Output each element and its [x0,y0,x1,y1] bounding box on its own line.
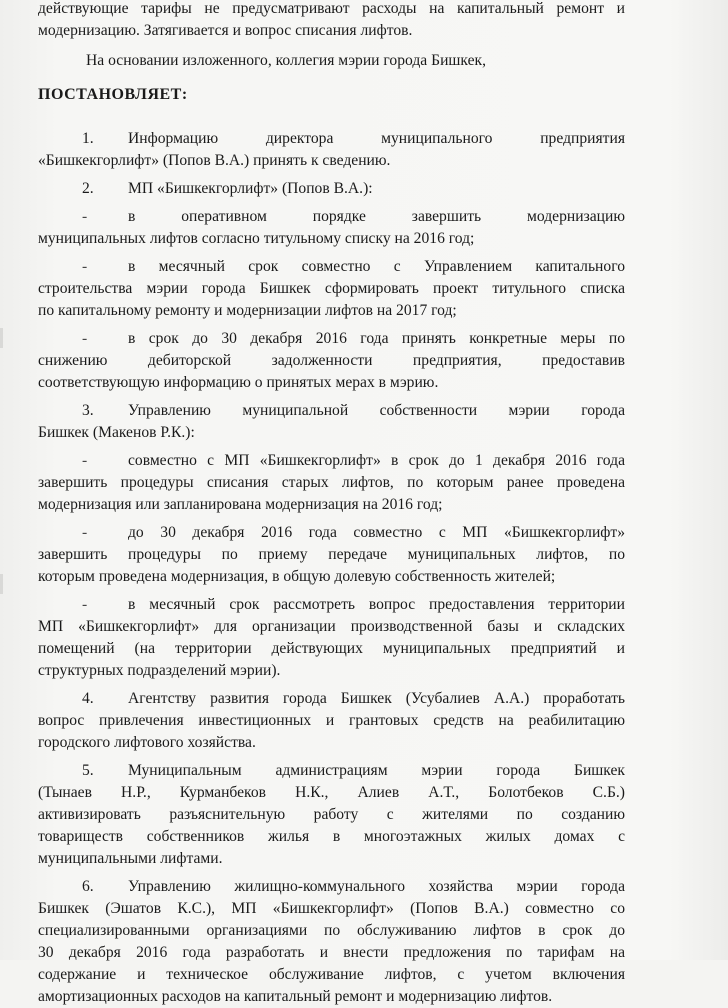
scan-edge-mark [0,328,3,348]
dash-marker: - [82,330,88,347]
dash-marker: - [82,524,88,541]
intro-line: действующие тарифы не предусматривают расходы на капитальный ремонт и [38,0,625,17]
item-line: завершить процедуры по приему передаче муниципальных лифтов, по [38,546,625,563]
item-line: снижению дебиторской задолженности предприятия, предоставив [38,352,625,369]
item-line: муниципальными лифтами. [38,850,223,867]
intro-line: модернизацию. Затягивается и вопрос списания лифтов. [38,22,413,39]
resolution-heading: ПОСТАНОВЛЯЕТ: [38,86,188,103]
item-number: 4. [82,690,94,707]
item-line: Управлению муниципальной собственности мэрии города [128,402,625,419]
item-line: Бишкек (Эшатов К.С.), МП «Бишкекгорлифт» (Попов В.А.) совместно со [38,900,625,917]
item-line: городского лифтового хозяйства. [38,734,256,751]
item-line: завершить процедуры списания старых лифтов, по которым ранее проведена [38,474,625,491]
dash-marker: - [82,596,88,613]
item-line: МП «Бишкекгорлифт» (Попов В.А.): [128,180,373,197]
item-line: Муниципальным администрациям мэрии города Бишкек [128,762,625,779]
item-line: соответствующую информацию о принятых мерах в мэрию. [38,374,439,391]
item-line: содержание и техническое обслуживание лифтов, с учетом включения [38,966,625,983]
dash-marker: - [82,452,88,469]
dash-marker: - [82,208,88,225]
item-line: Информацию директора муниципального предприятия [128,130,625,147]
item-line: муниципальных лифтов согласно титульному списку на 2016 год; [38,230,475,247]
item-number: 5. [82,762,94,779]
item-line: в оперативном порядке завершить модернизацию [128,208,625,225]
item-line: товариществ собственников жилья в многоэтажных жилых домах с [38,828,625,845]
item-line: амортизационных расходов на капитальный ремонт и модернизацию лифтов. [38,988,553,1005]
item-line: в месячный срок совместно с Управлением капитального [128,258,625,275]
item-line: Агентству развития города Бишкек (Усубалиев А.А.) проработать [128,690,625,707]
item-line: помещений (на территории действующих муниципальных предприятий и [38,640,625,657]
item-line: строительства мэрии города Бишкек сформировать проект титульного списка [38,280,625,297]
item-line: МП «Бишкекгорлифт» для организации производственной базы и складских [38,618,625,635]
item-line: структурных подразделений мэрии). [38,662,281,679]
item-line: специализированными организациями по обслуживанию лифтов в срок до [38,922,625,939]
basis-line: На основании изложенного, коллегия мэрии города Бишкек, [86,52,487,69]
item-line: активизировать разъяснительную работу с жителями по созданию [38,806,625,823]
item-line: Бишкек (Макенов Р.К.): [38,424,195,441]
item-line: которым проведена модернизация, в общую долевую собственность жителей; [38,568,556,585]
item-line: «Бишкекгорлифт» (Попов В.А.) принять к сведению. [38,152,391,169]
item-line: модернизация или запланирована модернизация на 2016 год; [38,496,443,513]
item-line: 30 декабря 2016 года разработать и внести предложения по тарифам на [38,944,625,961]
item-line: Управлению жилищно-коммунального хозяйства мэрии города [128,878,625,895]
item-line: совместно с МП «Бишкекгорлифт» в срок до 1 декабря 2016 года [128,452,625,469]
item-number: 2. [82,180,94,197]
item-number: 6. [82,878,94,895]
item-number: 1. [82,130,94,147]
item-line: до 30 декабря 2016 года совместно с МП «Бишкекгорлифт» [128,524,625,541]
item-line: (Тынаев Н.Р., Курманбеков Н.К., Алиев А.Т., Болотбеков С.Б.) [38,784,625,801]
item-line: по капитальному ремонту и модернизации лифтов на 2017 год; [38,302,457,319]
item-line: в месячный срок рассмотреть вопрос предоставления территории [128,596,625,613]
item-line: вопрос привлечения инвестиционных и грантовых средств на реабилитацию [38,712,625,729]
item-number: 3. [82,402,94,419]
scan-edge-mark [0,574,3,594]
dash-marker: - [82,258,88,275]
item-line: в срок до 30 декабря 2016 года принять конкретные меры по [128,330,625,347]
